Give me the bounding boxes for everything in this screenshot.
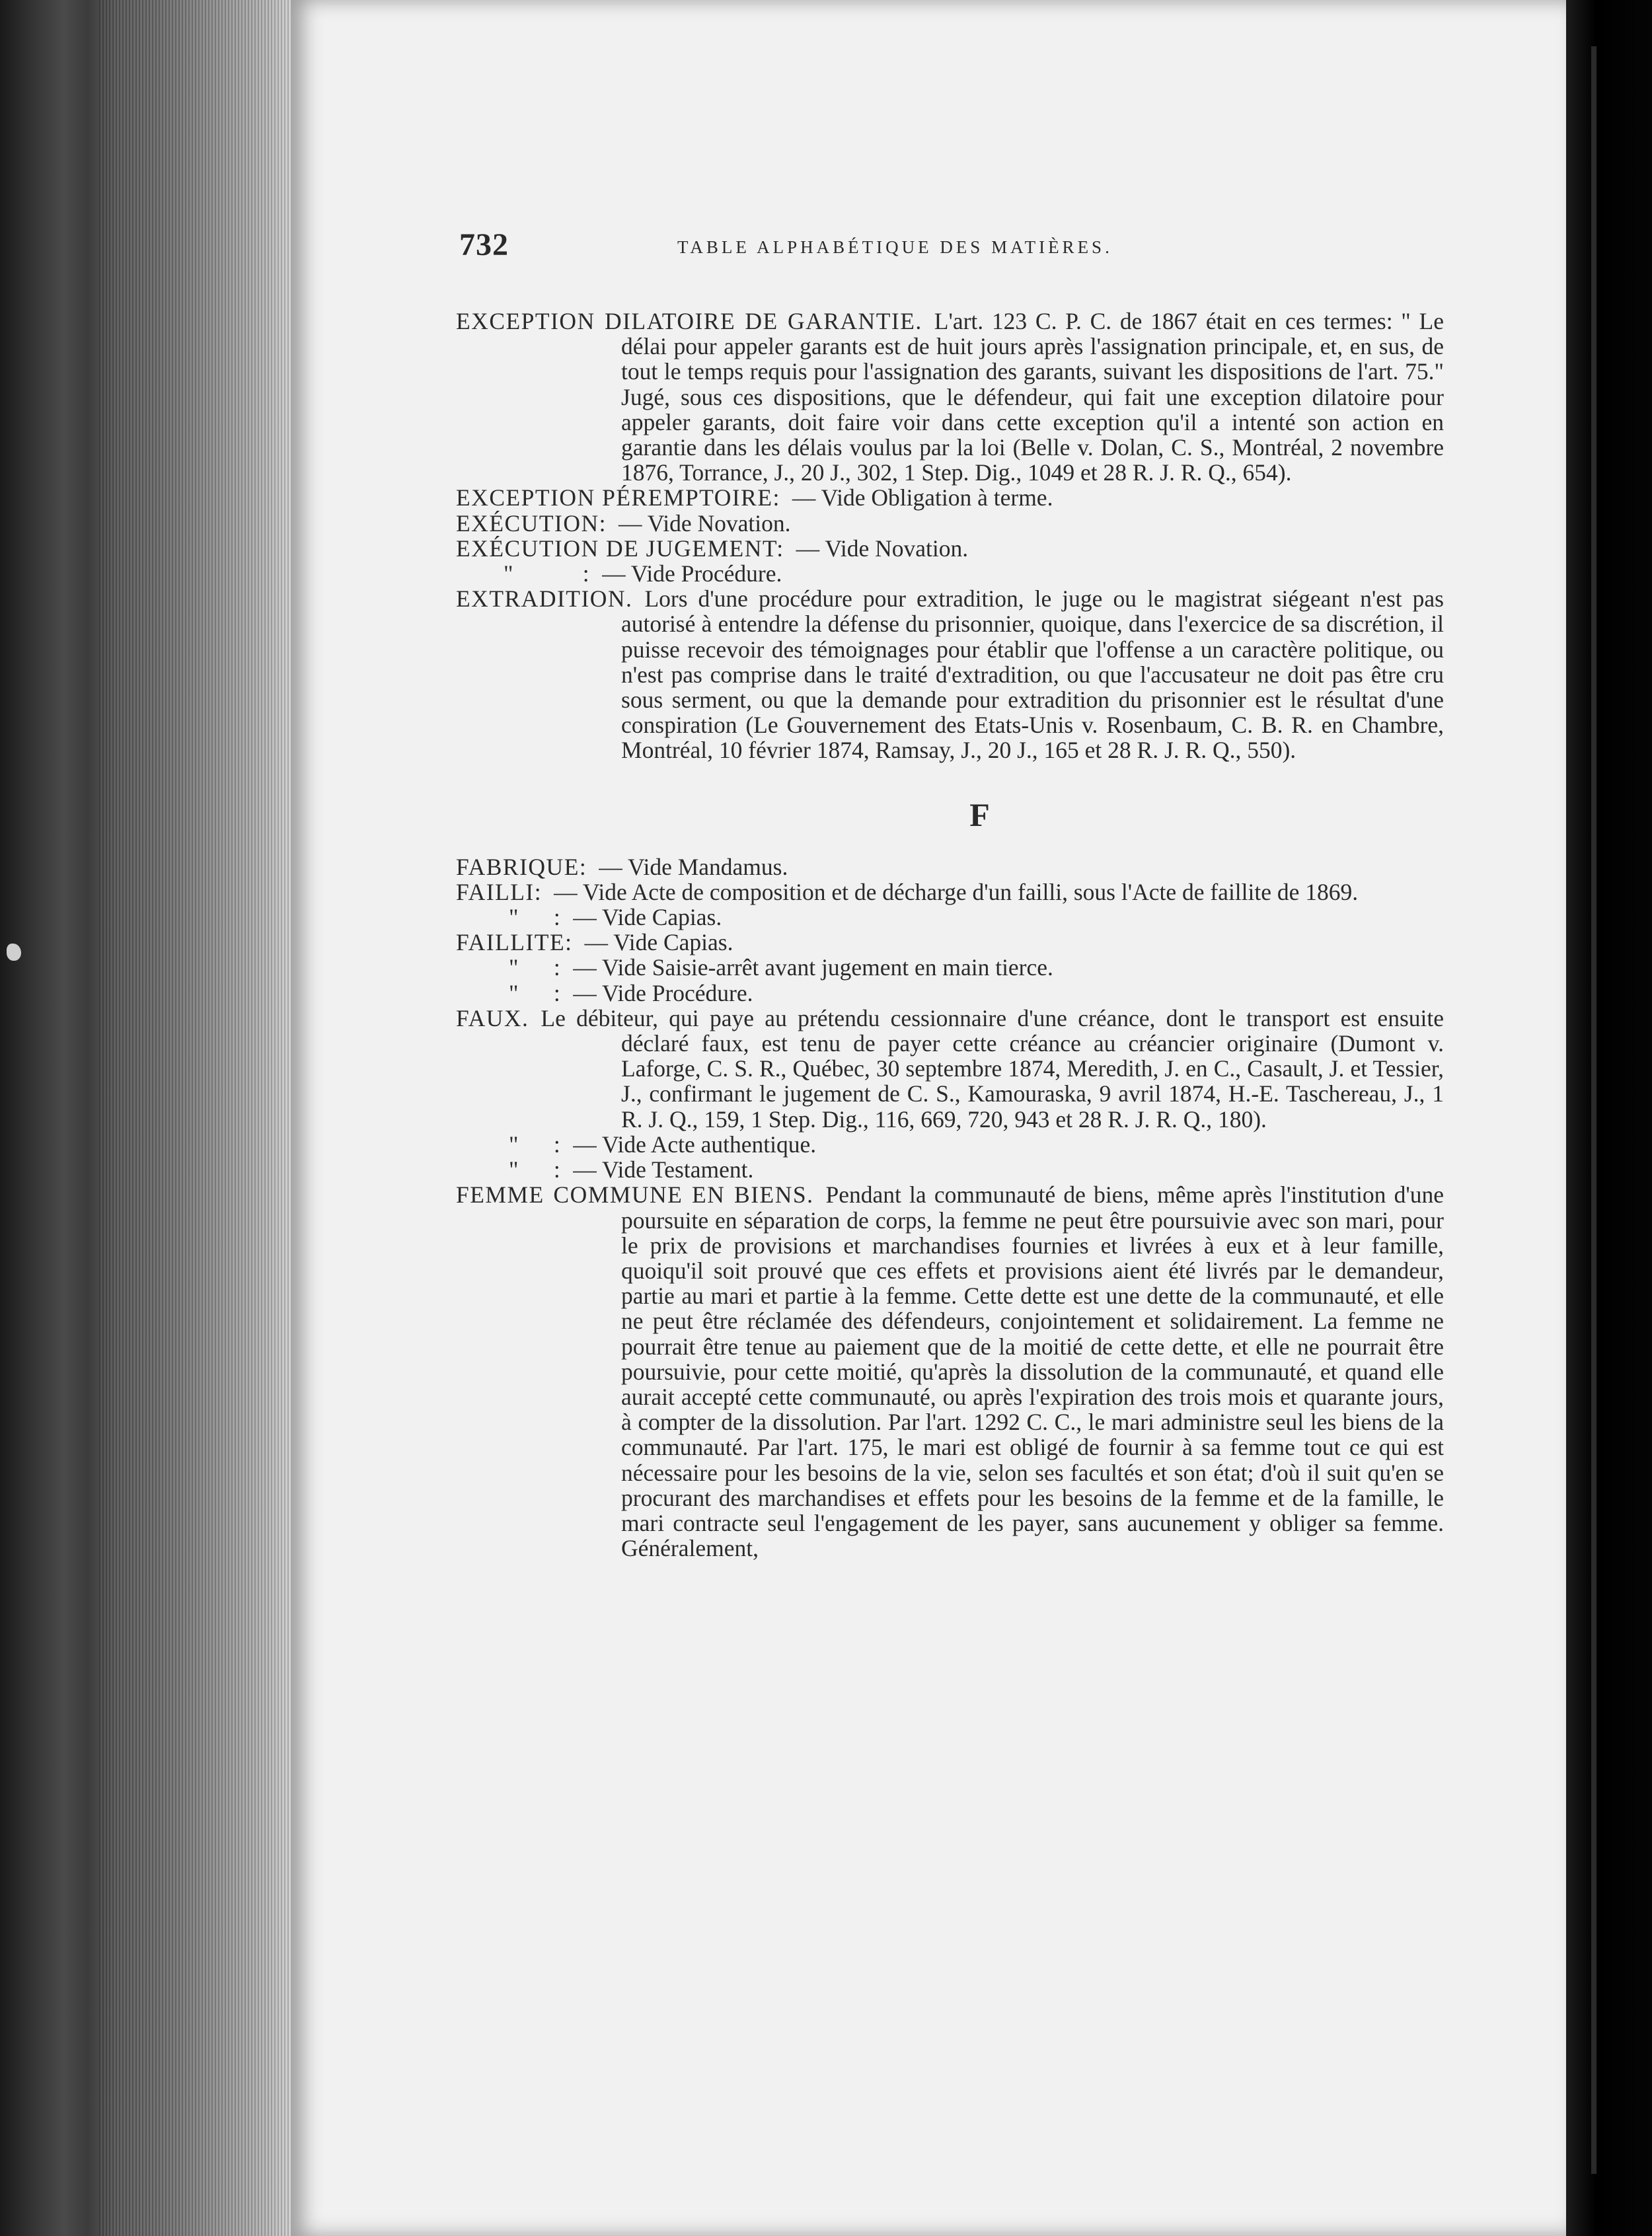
entry-heading: FABRIQUE: xyxy=(456,853,587,880)
section-letter: F xyxy=(969,796,990,833)
page-number: 732 xyxy=(459,227,509,262)
entry-text: — Vide Procédure. xyxy=(573,979,753,1006)
entry-heading: EXTRADITION. xyxy=(456,585,633,613)
index-entry-ditto xyxy=(456,905,1444,930)
index-entry xyxy=(456,309,1444,485)
index-entry xyxy=(456,586,1444,763)
ditto-mark: " : xyxy=(509,954,562,981)
index-entry xyxy=(456,854,1444,879)
book-binding xyxy=(0,0,291,2236)
entry-heading: EXCEPTION PÉREMPTOIRE: xyxy=(456,484,780,511)
binding-mark xyxy=(7,944,21,961)
entry-text: — Vide Acte authentique. xyxy=(573,1131,817,1158)
index-entry xyxy=(456,1006,1444,1132)
index-entry xyxy=(456,485,1444,510)
entry-heading: FAILLITE: xyxy=(456,929,573,956)
index-entry xyxy=(456,930,1444,955)
index-entry-ditto xyxy=(456,561,1444,586)
entry-text: L'art. 123 C. P. C. de 1867 était en ces termes: " Le délai pour appeler garants est de huit jours après l'assignation principale, et, en sus, de tout le temps requis pour l'assignation des garants, suivant les dispositions de l'art. 75." Jugé, sous ces dispositions, que le défendeur, qui fait une exception dilatoire pour appeler garants, doit faire voir dans cette exception qu'il a intenté son action en garantie dans les délais voulus par la loi (Belle v. Dolan, C. S., Montréal, 2 novembre 1876, Torrance, J., 20 J., 302, 1 Step. Dig., 1049 et 28 R. J. R. Q., 654). xyxy=(621,308,1444,486)
entry-text: — Vide Obligation à terme. xyxy=(792,484,1053,511)
entry-heading: EXÉCUTION DE JUGEMENT: xyxy=(456,535,784,562)
running-title: TABLE ALPHABÉTIQUE DES MATIÈRES. xyxy=(677,237,1113,257)
right-page-edge xyxy=(1566,0,1652,2236)
entry-text: — Vide Saisie-arrêt avant jugement en main tierce. xyxy=(573,954,1053,981)
ditto-mark: " : xyxy=(509,1156,562,1183)
ditto-mark: " : xyxy=(509,979,562,1006)
index-entry xyxy=(456,1182,1444,1561)
entry-text: Le débiteur, qui paye au prétendu cessionnaire d'une créance, dont le transport est ensuite déclaré faux, est tenu de payer cette créance au créancier originaire (Dumont v. Laforge, C. S. R., Québec, 30 septembre 1874, Meredith, J. en C., Casault, J. et Tessier, J., confirmant le jugement de C. S., Kamouraska, 9 avril 1874, H.-E. Taschereau, J., 1 R. J. Q., 159, 1 Step. Dig., 116, 669, 720, 943 et 28 R. J. R. Q., 180). xyxy=(541,1004,1444,1133)
entry-text: — Vide Mandamus. xyxy=(599,853,788,880)
entry-heading: FAILLI: xyxy=(456,878,543,905)
index-entry-ditto xyxy=(456,1157,1444,1182)
right-edge-line xyxy=(1591,46,1596,2174)
entry-text: — Vide Capias. xyxy=(584,929,733,956)
ditto-mark: " : xyxy=(509,1131,562,1158)
entry-text: — Vide Novation. xyxy=(796,535,969,562)
entry-heading: FEMME COMMUNE EN BIENS. xyxy=(456,1181,814,1209)
ditto-mark: " : xyxy=(504,560,591,587)
entry-heading: EXCEPTION DILATOIRE DE GARANTIE. xyxy=(456,308,922,334)
index-entry xyxy=(456,511,1444,536)
index-entry-ditto xyxy=(456,981,1444,1006)
entry-heading: EXÉCUTION: xyxy=(456,509,607,537)
index-entry-ditto xyxy=(456,1132,1444,1157)
entry-text: — Vide Acte de composition et de décharge d'un failli, sous l'Acte de faillite de 1869. xyxy=(554,878,1359,905)
index-entry xyxy=(456,536,1444,561)
index-entry xyxy=(456,879,1444,905)
page-header xyxy=(459,227,1239,273)
entry-text: — Vide Novation. xyxy=(618,509,791,537)
entry-text: Pendant la communauté de biens, même après l'institution d'une poursuite en séparation de corps, la femme ne peut être poursuivie avec son mari, pour le prix de provisions et marchandises fournies et livrées à eux et à leur famille, quoiqu'il soit prouvé que ces effets et provisions aient été livrés par le demandeur, partie au mari et partie à la femme. Cette dette est une dette de la communauté, et elle ne peut être réclamée des défendeurs, conjointement et solidairement. La femme ne pourrait être tenue au paiement que de la moitié de cette dette, et elle ne pourrait être poursuivie, pour cette moitié, qu'après la dissolution de la communauté, et quand elle aurait accepté cette communauté, ou après l'expiration des trois mois et quarante jours, à compter de la dissolution. Par l'art. 1292 C. C., le mari administre seul les biens de la communauté. Par l'art. 175, le mari est obligé de fournir à sa femme tout ce qui est nécessaire pour les besoins de la vie, selon ses facultés et son état; d'où il suit qu'en se procurant des marchandises et effets pour les besoins de la femme et de la famille, le mari contracte seul l'engagement de les payer, sans aucunement y obliger sa femme. Généralement, xyxy=(621,1181,1444,1562)
entry-text: — Vide Testament. xyxy=(573,1156,754,1183)
entry-text: Lors d'une procédure pour extradition, le juge ou le magistrat siégeant n'est pas autorisé à entendre la défense du prisonnier, quoique, dans l'exercice de sa discrétion, il puisse recevoir des témoignages pour établir que l'offense a un caractère politique, ou n'est pas comprise dans le traité d'extradition, ou que l'accusateur ne doit pas être cru sous serment, ou que la demande pour extradition du prisonnier est le résultat d'une conspiration (Le Gouvernement des Etats-Unis v. Rosenbaum, C. B. R. en Chambre, Montréal, 10 février 1874, Ramsay, J., 20 J., 165 et 28 R. J. R. Q., 550). xyxy=(621,585,1444,764)
ditto-mark: " : xyxy=(509,904,562,931)
entry-text: — Vide Procédure. xyxy=(602,560,782,587)
entry-text: — Vide Capias. xyxy=(573,904,722,931)
index-entry-ditto xyxy=(456,955,1444,980)
entry-heading: FAUX. xyxy=(456,1004,529,1031)
index-content xyxy=(456,309,1444,1561)
